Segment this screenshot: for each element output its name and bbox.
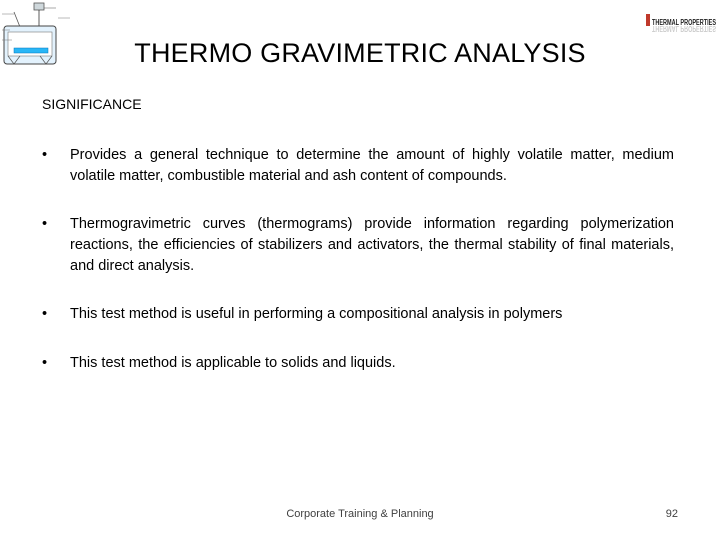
bullet-marker: • [42, 216, 48, 232]
section-subtitle: SIGNIFICANCE [42, 96, 142, 112]
page-number: 92 [665, 508, 678, 520]
bullet-text: Thermogravimetric curves (thermograms) provide information regarding polymerization reactions, the efficiencies of stabilizers and activators, the thermal stability of final materials, and direct analysis. [70, 216, 674, 274]
bullet-list [42, 145, 674, 374]
bullet-item [42, 214, 674, 277]
bullet-item [42, 145, 674, 187]
bullet-marker: • [42, 147, 48, 163]
bullet-marker: • [42, 355, 48, 371]
svg-text:THERMAL PROPERTIES: THERMAL PROPERTIES [652, 18, 717, 27]
bullet-text: This test method is useful in performing a compositional analysis in polymers [70, 306, 563, 322]
bullet-item [42, 353, 674, 374]
footer-text: Corporate Training & Planning [286, 508, 434, 520]
bullet-text: This test method is applicable to solids and liquids. [70, 355, 396, 371]
bullet-item [42, 304, 674, 325]
page-title: THERMO GRAVIMETRIC ANALYSIS [134, 38, 586, 68]
thermal-properties-logo [646, 10, 718, 40]
bullet-marker: • [42, 306, 48, 322]
svg-text:THERMAL PROPERTIES: THERMAL PROPERTIES [652, 24, 717, 33]
bullet-text: Provides a general technique to determine the amount of highly volatile matter, medium volatile matter, combustible material and ash content of compounds. [70, 147, 674, 184]
